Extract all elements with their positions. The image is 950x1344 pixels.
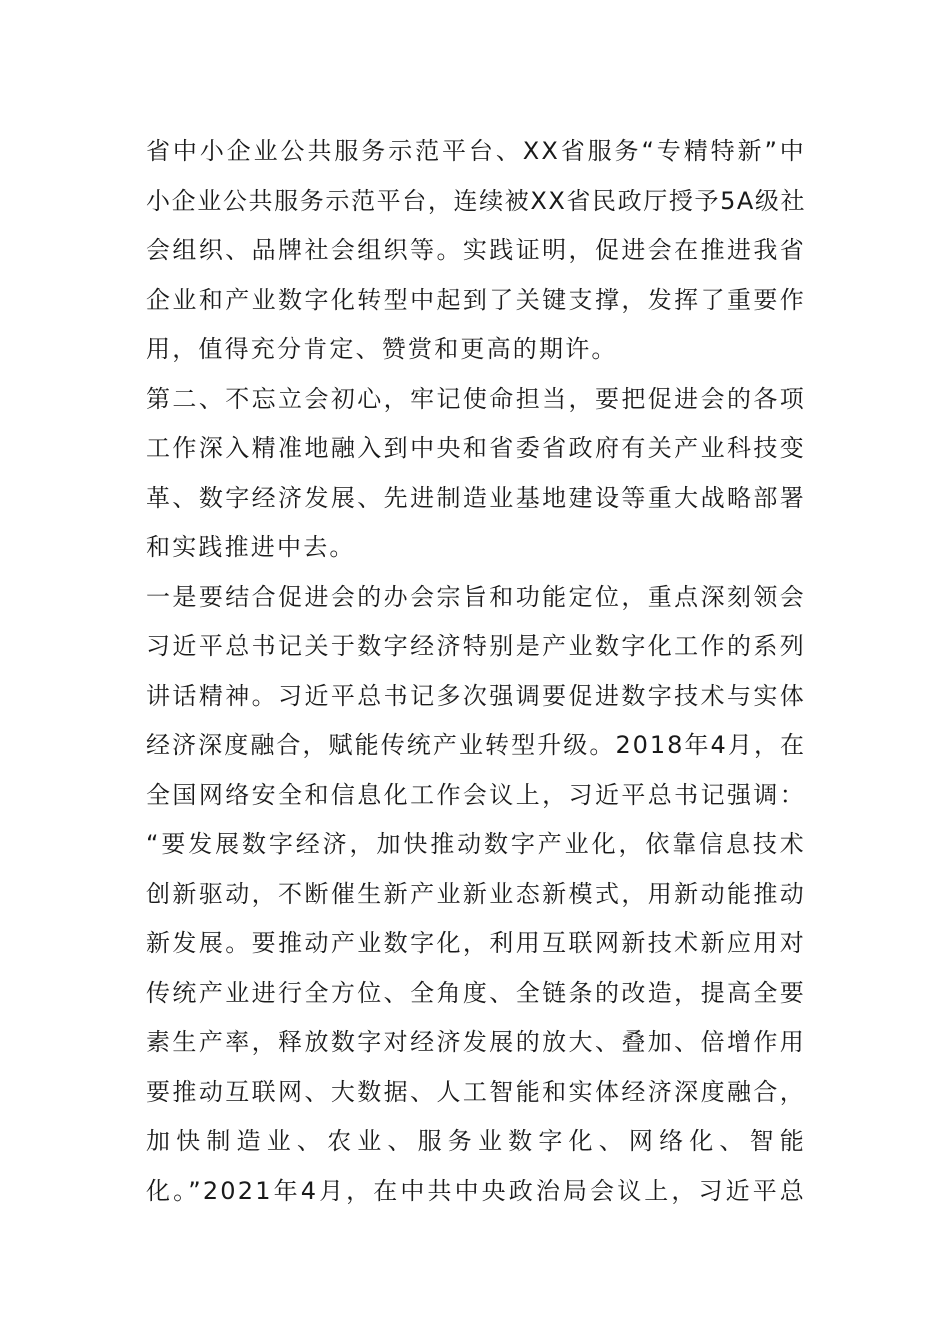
text-line: 素生产率，释放数字对经济发展的放大、叠加、倍增作用 [146,1028,806,1056]
text-line: 革、数字经济发展、先进制造业基地建设等重大战略部署 [146,483,806,512]
text-line: 传统产业进行全方位、全角度、全链条的改造，提高全要 [146,978,806,1007]
text-line: 省中小企业公共服务示范平台、XX省服务“专精特新”中 [146,137,806,165]
text-line: 化。”2021年4月，在中共中央政治局会议上，习近平总 [146,1176,806,1205]
text-line: 讲话精神。习近平总书记多次强调要促进数字技术与实体 [146,681,806,710]
text-line: 企业和产业数字化转型中起到了关键支撑，发挥了重要作 [146,285,806,314]
text-line: 经济深度融合，赋能传统产业转型升级。2018年4月，在 [146,731,806,759]
body-text [146,127,806,1216]
text-line: 新发展。要推动产业数字化，利用互联网新技术新应用对 [146,929,806,957]
text-line: 创新驱动，不断催生新产业新业态新模式，用新动能推动 [146,879,806,908]
text-line: 习近平总书记关于数字经济特别是产业数字化工作的系列 [146,632,806,660]
text-line: 会组织、品牌社会组织等。实践证明，促进会在推进我省 [146,236,806,264]
text-line: 一是要结合促进会的办会宗旨和功能定位，重点深刻领会 [146,582,806,611]
text-line: 用，值得充分肯定、赞赏和更高的期许。 [146,335,618,363]
text-line: “要发展数字经济，加快推动数字产业化，依靠信息技术 [146,830,806,858]
text-line: 工作深入精准地融入到中央和省委省政府有关产业科技变 [146,434,806,462]
text-line: 要推动互联网、大数据、人工智能和实体经济深度融合， [146,1077,806,1106]
text-line: 加快制造业、农业、服务业数字化、网络化、智能 [146,1127,806,1155]
text-line: 全国网络安全和信息化工作会议上，习近平总书记强调： [146,780,806,809]
text-line: 小企业公共服务示范平台，连续被XX省民政厅授予5A级社 [146,186,806,215]
text-line: 第二、不忘立会初心，牢记使命担当，要把促进会的各项 [146,384,806,413]
text-line: 和实践推进中去。 [146,533,356,561]
